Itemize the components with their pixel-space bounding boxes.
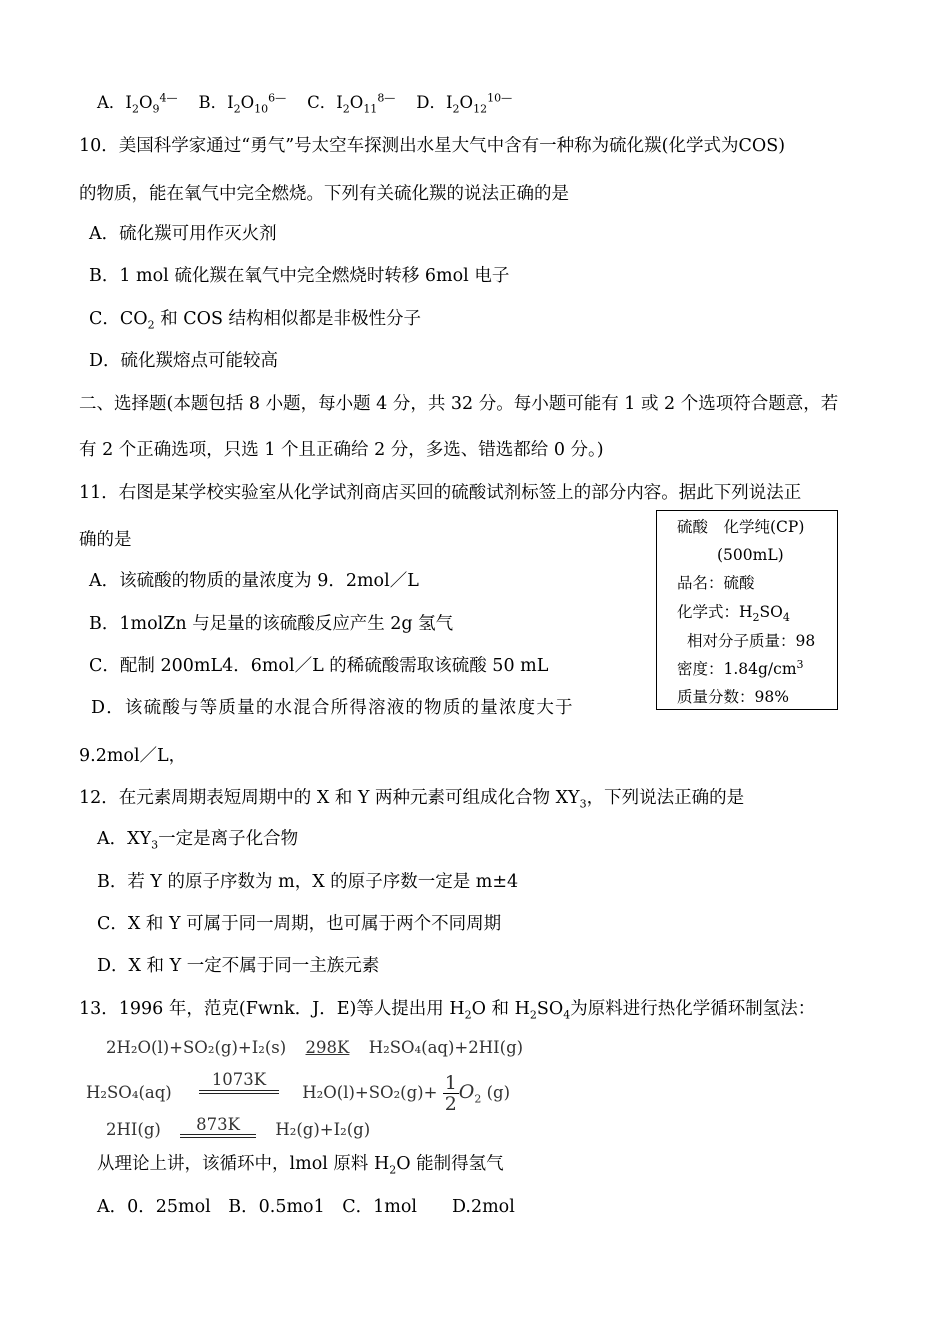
eq1-temp: 298K: [305, 1038, 350, 1057]
q11-option-b: B．1molZn 与足量的该硫酸反应产生 2g 氢气: [89, 614, 454, 634]
q10-option-c: [89, 307, 421, 331]
label-name: 品名：硫酸: [677, 574, 755, 592]
eq3-condition: [180, 1116, 256, 1138]
reagent-label-box: [656, 510, 838, 710]
q12-option-d: D．X 和 Y 一定不属于同一主族元素: [97, 956, 380, 976]
eq2-condition: [199, 1070, 279, 1094]
txt: A．XY: [97, 829, 152, 849]
sup: 3: [796, 657, 804, 671]
eq2-double-line: [199, 1090, 279, 1094]
txt: 13．1996 年，范克(Fwnk．J．E)等人提出用 H: [79, 999, 465, 1019]
sup: 10—: [487, 91, 513, 105]
equation-1: [106, 1036, 523, 1060]
q10-stem-line2: 的物质，能在氧气中完全燃烧。下列有关硫化羰的说法正确的是: [79, 184, 569, 204]
q11-stem-line1: 11．右图是某学校实验室从化学试剂商店买回的硫酸试剂标签上的部分内容。据此下列说法正: [79, 483, 802, 503]
label-volume: (500mL): [717, 546, 784, 564]
label-formula: [677, 602, 790, 625]
label-title: 硫酸 化学纯(CP): [677, 518, 805, 536]
txt: O 能制得氢气: [396, 1154, 504, 1174]
sub: 9: [152, 102, 160, 116]
q11-option-c: C．配制 200mL4．6mol／L 的稀硫酸需取该硫酸 50 mL: [89, 656, 549, 676]
txt: ，下列说法正确的是: [586, 788, 745, 808]
q13-theory-line: [97, 1152, 504, 1176]
sub: 2: [342, 102, 350, 116]
sub: 2: [147, 318, 155, 332]
sub: 2: [474, 1092, 482, 1106]
q10-stem-line1: 10．美国科学家通过“勇气”号太空车探测出水星大气中含有一种称为硫化羰(化学式为COS): [79, 136, 786, 156]
sub: 2: [529, 1008, 537, 1022]
eq2-temp: 1073K: [211, 1070, 267, 1089]
label-density: [677, 659, 804, 679]
q12-option-b: B．若 Y 的原子序数为 m，X 的原子序数一定是 m±4: [97, 872, 519, 892]
txt: SO: [536, 999, 564, 1019]
q9-options: [97, 91, 512, 115]
q11-stem-line2: 确的是: [79, 530, 132, 550]
q10-option-b: B．1 mol 硫化羰在氧气中完全燃烧时转移 6mol 电子: [89, 266, 510, 286]
equation-2: [86, 1070, 510, 1115]
eq3-products: H₂(g)+I₂(g): [275, 1120, 371, 1139]
txt: 和 COS 结构相似都是非极性分子: [154, 309, 422, 329]
sub: 3: [151, 838, 159, 852]
eq1-products: H₂SO₄(aq)+2HI(g): [368, 1038, 524, 1057]
label-mass-fraction: 质量分数：98%: [677, 688, 789, 706]
eq3-temp: 873K: [196, 1115, 240, 1134]
eq2-frac-den: 2: [444, 1093, 457, 1115]
q9-option-c: C．I: [307, 93, 343, 112]
txt: SO: [759, 603, 783, 621]
sup: 6—: [268, 91, 287, 105]
q12-option-c: C．X 和 Y 可属于同一周期，也可属于两个不同周期: [97, 914, 502, 934]
txt: O: [349, 93, 364, 112]
q10-option-d: D．硫化羰熔点可能较高: [89, 351, 279, 371]
sub: 4: [563, 1008, 571, 1022]
txt: 为原料进行热化学循环制氢法：: [570, 999, 816, 1019]
q12-stem: [79, 786, 744, 810]
q13-options: A．0．25mol B．0.5mo1 C．1mol D.2mol: [97, 1197, 515, 1217]
q9-option-a: A．I: [97, 93, 132, 112]
txt: 化学式：H: [677, 603, 753, 621]
sub: 3: [579, 797, 587, 811]
txt: O 和 H: [471, 999, 530, 1019]
txt: 12．在元素周期表短周期中的 X 和 Y 两种元素可组成化合物 XY: [79, 788, 580, 808]
sub: 2: [752, 611, 760, 625]
eq1-condition: [291, 1036, 363, 1060]
txt: O: [459, 93, 474, 112]
sup: 8—: [377, 91, 396, 105]
section2-header-line1: 二、选择题(本题包括 8 小题，每小题 4 分，共 32 分。每小题可能有 1 或 2 个选项符合题意，若: [79, 394, 839, 414]
eq3-reactants: 2HI(g): [106, 1120, 161, 1139]
sub: 2: [452, 102, 460, 116]
q13-stem: [79, 997, 815, 1021]
q11-option-d-continued: 9.2mol／L，: [79, 746, 187, 766]
txt: (g): [481, 1083, 511, 1102]
txt: C．CO: [89, 309, 148, 329]
txt: 密度：1.84g/cm: [677, 660, 797, 678]
sub: 12: [473, 102, 488, 116]
sub: 2: [131, 102, 139, 116]
eq1-reactants: 2H₂O(l)+SO₂(g)+I₂(s): [106, 1038, 287, 1057]
sub: 11: [363, 102, 378, 116]
section2-header-line2: 有 2 个正确选项，只选 1 个且正确给 2 分，多选、错选都给 0 分。): [79, 440, 604, 460]
sub: 4: [782, 611, 790, 625]
eq2-products: H₂O(l)+SO₂(g)+: [302, 1083, 438, 1102]
equation-3: [106, 1115, 371, 1142]
q10-option-a: A．硫化羰可用作灭火剂: [89, 224, 277, 244]
eq2-reactants: H₂SO₄(aq): [86, 1083, 172, 1102]
q9-option-b: B．I: [198, 93, 234, 112]
sub: 2: [464, 1008, 472, 1022]
eq2-fraction: [443, 1073, 459, 1114]
txt: O: [240, 93, 255, 112]
eq3-double-line: [180, 1134, 256, 1138]
eq2-oxygen: O: [458, 1081, 475, 1103]
q9-option-d: D．I: [416, 93, 453, 112]
txt: 一定是离子化合物: [158, 829, 299, 849]
sup: 4—: [159, 91, 178, 105]
sub: 10: [254, 102, 269, 116]
sub: 2: [389, 1163, 397, 1177]
q11-option-a: A．该硫酸的物质的量浓度为 9．2mol／L: [89, 571, 419, 591]
txt: 从理论上讲，该循环中，lmol 原料 H: [97, 1154, 390, 1174]
eq2-frac-num: 1: [444, 1072, 457, 1094]
q11-option-d: D．该硫酸与等质量的水混合所得溶液的物质的量浓度大于: [91, 698, 574, 718]
txt: O: [138, 93, 153, 112]
label-molar-mass: 相对分子质量：98: [687, 632, 816, 650]
q12-option-a: [97, 827, 298, 851]
sub: 2: [233, 102, 241, 116]
